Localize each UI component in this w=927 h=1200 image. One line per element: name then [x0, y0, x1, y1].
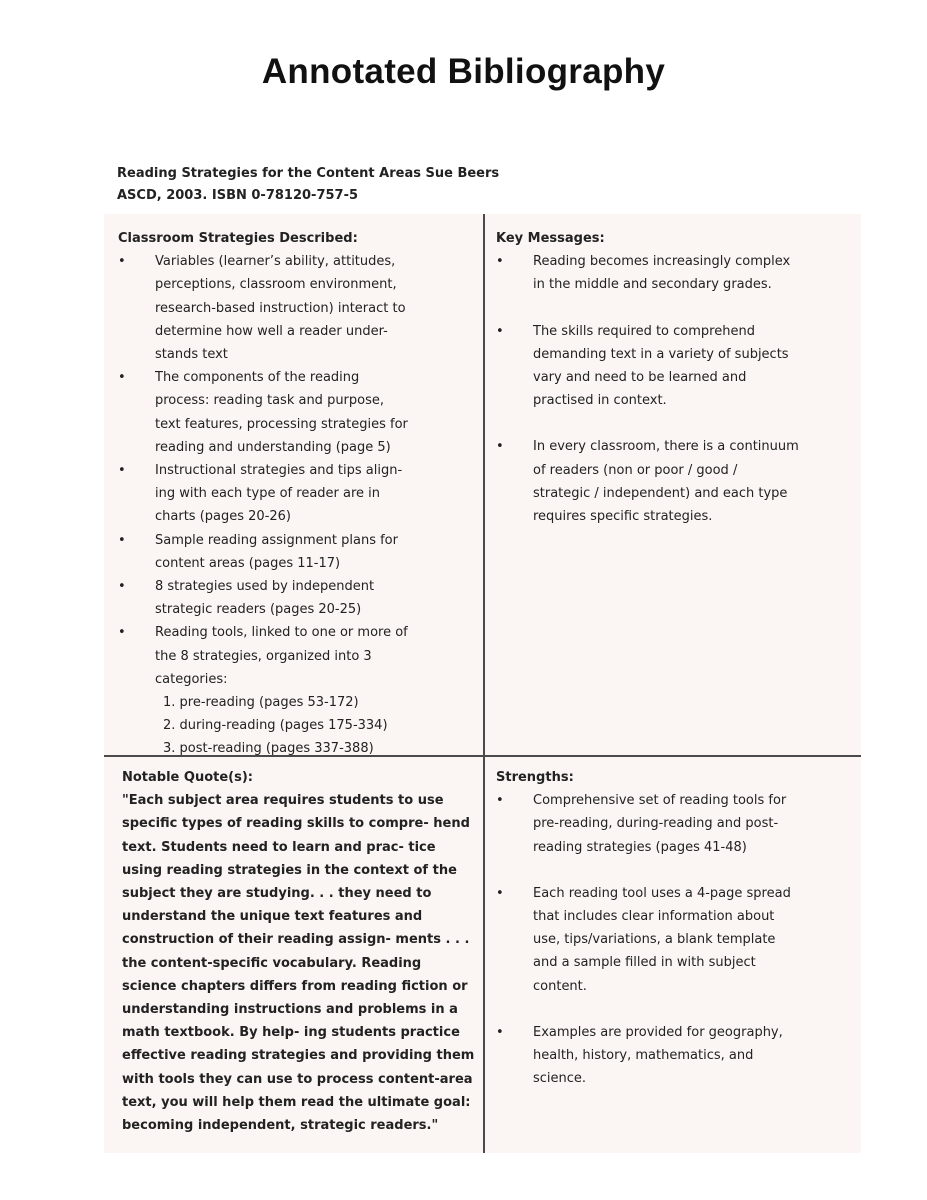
- bullet-line: strategic / independent) and each type: [533, 485, 788, 501]
- bullet-line: demanding text in a variety of subjects: [533, 346, 789, 362]
- source-citation: [117, 163, 499, 207]
- numbered-category-item: [163, 737, 463, 760]
- item-spacer: [496, 412, 846, 435]
- strengths-cell: [496, 766, 846, 1090]
- notable-quote-heading: Notable Quote(s):: [122, 770, 253, 785]
- bullet-icon: •: [496, 793, 504, 809]
- quote-line: specific types of reading skills to compre- hend: [122, 816, 470, 832]
- quote-line: becoming independent, strategic readers.": [122, 1118, 439, 1134]
- quote-line: subject they are studying. . . they need to: [122, 886, 432, 902]
- bullet-icon: •: [118, 532, 126, 548]
- bullet-icon: •: [118, 370, 126, 386]
- bullet-line: categories:: [155, 671, 228, 687]
- bullet-line: reading strategies (pages 41-48): [533, 839, 747, 855]
- quote-line: math textbook. By help- ing students practice: [122, 1025, 460, 1041]
- numbered-category-item: [163, 714, 463, 737]
- category-label: during-reading (pages 175-334): [179, 718, 388, 734]
- quote-line: with tools they can use to process content-area: [122, 1071, 473, 1087]
- bullet-line: The components of the reading: [155, 370, 360, 386]
- bullet-line: vary and need to be learned and: [533, 370, 747, 386]
- numbered-category-item: [163, 691, 463, 714]
- bullet-icon: •: [118, 254, 126, 270]
- bullet-line: ing with each type of reader are in: [155, 486, 381, 502]
- bullet-line: use, tips/variations, a blank template: [533, 932, 776, 948]
- bullet-line: health, history, mathematics, and: [533, 1048, 754, 1064]
- classroom-strategy-item: [118, 366, 463, 459]
- strength-item: [496, 882, 846, 998]
- source-title-line: Reading Strategies for the Content Areas Sue Beers: [117, 166, 500, 181]
- bullet-line: process: reading task and purpose,: [155, 393, 385, 409]
- key-messages-list: [496, 250, 846, 528]
- item-spacer: [496, 297, 846, 320]
- quote-line: construction of their reading assign- ments . . .: [122, 932, 470, 948]
- bullet-line: The skills required to comprehend: [533, 323, 755, 339]
- bullet-line: that includes clear information about: [533, 909, 775, 925]
- bullet-line: text features, processing strategies for: [155, 416, 408, 432]
- bullet-line: of readers (non or poor / good /: [533, 462, 738, 478]
- strengths-list: [496, 789, 846, 1090]
- key-messages-cell: [496, 227, 846, 528]
- bullet-line: in the middle and secondary grades.: [533, 277, 772, 293]
- category-number: 1.: [163, 695, 180, 711]
- bullet-line: Each reading tool uses a 4-page spread: [533, 885, 791, 901]
- notable-quote-text: [122, 789, 482, 1137]
- bullet-line: practised in context.: [533, 393, 667, 409]
- bullet-line: requires specific strategies.: [533, 509, 713, 525]
- notable-quote-cell: [122, 766, 482, 1137]
- bullet-line: strategic readers (pages 20-25): [155, 602, 362, 618]
- strength-item: [496, 789, 846, 859]
- classroom-strategies-heading: Classroom Strategies Described:: [118, 231, 358, 246]
- bullet-line: Examples are provided for geography,: [533, 1024, 783, 1040]
- bullet-line: Comprehensive set of reading tools for: [533, 793, 787, 809]
- classroom-strategies-cell: [118, 227, 463, 761]
- bullet-icon: •: [496, 1024, 504, 1040]
- bullet-line: Reading becomes increasingly complex: [533, 254, 791, 270]
- key-message-item: [496, 250, 846, 296]
- bullet-line: perceptions, classroom environment,: [155, 277, 397, 293]
- bullet-line: science.: [533, 1071, 587, 1087]
- quote-line: understanding instructions and problems in a: [122, 1002, 458, 1018]
- bullet-icon: •: [118, 463, 126, 479]
- bullet-line: Sample reading assignment plans for: [155, 532, 398, 548]
- bullet-line: Instructional strategies and tips align-: [155, 463, 403, 479]
- quote-line: the content-specific vocabulary. Reading: [122, 955, 422, 971]
- quote-line: "Each subject area requires students to use: [122, 793, 444, 809]
- bullet-line: 8 strategies used by independent: [155, 579, 375, 595]
- category-number: 2.: [163, 718, 180, 734]
- bullet-line: content.: [533, 978, 587, 994]
- document-title: Annotated Bibliography: [261, 52, 666, 91]
- bullet-line: content areas (pages 11-17): [155, 555, 341, 571]
- category-label: pre-reading (pages 53-172): [179, 695, 359, 711]
- source-publisher-line: ASCD, 2003. ISBN 0-78120-757-5: [117, 188, 359, 203]
- key-message-item: [496, 435, 846, 528]
- bullet-line: research-based instruction) interact to: [155, 300, 406, 316]
- classroom-strategy-item: [118, 459, 463, 529]
- table-vertical-divider: [483, 214, 485, 1153]
- bullet-line: Variables (learner’s ability, attitudes,: [155, 254, 396, 270]
- quote-line: science chapters differs from reading fiction or: [122, 978, 468, 994]
- bullet-line: In every classroom, there is a continuum: [533, 439, 799, 455]
- bullet-line: the 8 strategies, organized into 3: [155, 648, 372, 664]
- strength-item: [496, 1021, 846, 1091]
- classroom-strategy-item: [118, 621, 463, 691]
- quote-line: effective reading strategies and providing them: [122, 1048, 475, 1064]
- bullet-icon: •: [496, 885, 504, 901]
- classroom-strategy-item: [118, 250, 463, 366]
- bullet-line: determine how well a reader under-: [155, 323, 388, 339]
- bullet-line: stands text: [155, 347, 228, 363]
- quote-line: text. Students need to learn and prac- tice: [122, 839, 436, 855]
- key-messages-heading: Key Messages:: [496, 231, 605, 246]
- bullet-line: reading and understanding (page 5): [155, 439, 391, 455]
- bullet-icon: •: [118, 625, 126, 641]
- quote-line: using reading strategies in the context of the: [122, 862, 457, 878]
- category-number: 3.: [163, 741, 180, 757]
- bullet-line: charts (pages 20-26): [155, 509, 291, 525]
- quote-line: understand the unique text features and: [122, 909, 423, 925]
- quote-line: text, you will help them read the ultimate goal:: [122, 1094, 471, 1110]
- bullet-icon: •: [496, 439, 504, 455]
- classroom-strategies-list: [118, 250, 463, 691]
- classroom-strategy-item: [118, 529, 463, 575]
- bullet-icon: •: [118, 579, 126, 595]
- bullet-line: pre-reading, during-reading and post-: [533, 816, 779, 832]
- classroom-strategy-item: [118, 575, 463, 621]
- category-label: post-reading (pages 337-388): [179, 741, 374, 757]
- item-spacer: [496, 859, 846, 882]
- item-spacer: [496, 998, 846, 1021]
- key-message-item: [496, 320, 846, 413]
- reading-tool-categories: [163, 691, 463, 761]
- strengths-heading: Strengths:: [496, 770, 574, 785]
- bullet-icon: •: [496, 323, 504, 339]
- bullet-line: and a sample filled in with subject: [533, 955, 756, 971]
- bullet-icon: •: [496, 254, 504, 270]
- bullet-line: Reading tools, linked to one or more of: [155, 625, 408, 641]
